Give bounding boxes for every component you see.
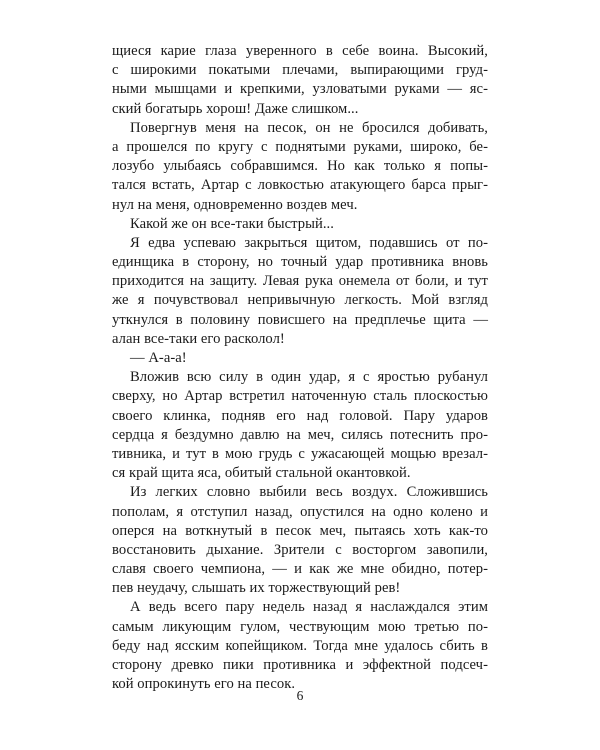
text-line: Какой же он все-таки быстрый... xyxy=(130,215,334,232)
page-number: 6 xyxy=(296,688,304,703)
text-line: Из легких словно выбили весь воздух. Сложившись xyxy=(130,484,488,501)
text-line: единщика в сторону, но точный удар противника вновь xyxy=(112,254,488,271)
text-line: сердца я бездумно давлю на меч, силясь потеснить про- xyxy=(112,426,488,443)
text-line: — А-а-а! xyxy=(130,350,187,366)
text-line: Повергнув меня на песок, он не бросился добивать, xyxy=(130,119,488,136)
text-line: ский богатырь хорош! Даже слишком... xyxy=(112,100,359,117)
text-line: кой опрокинуть его на песок. xyxy=(112,676,296,693)
text-line: оперся на воткнутый в песок меч, пытаясь хоть как-то xyxy=(112,522,488,539)
text-line: Вложив всю силу в один удар, я с яростью рубанул xyxy=(130,369,488,386)
text-line: ся край щита яса, обитый стальной окантовкой. xyxy=(112,465,411,482)
text-line: своего клинка, подняв его над головой. Пару ударов xyxy=(112,407,488,424)
text-line: тивника, и тут в мою грудь с ужасающей мощью врезал- xyxy=(112,445,488,462)
text-line: самым ликующим гулом, чествующим мою третью по- xyxy=(112,618,488,635)
text-line: а прошелся по кругу с поднятыми руками, широко, бе- xyxy=(112,138,488,155)
text-line: А ведь всего пару недель назад я наслаждался этим xyxy=(130,599,488,616)
text-line: сторону древко пики противника и эффектной подсеч- xyxy=(112,657,488,673)
text-line: же я почувствовал непривычную легкость. Мой взгляд xyxy=(112,292,488,309)
text-line: пополам, я отступил назад, опустился на одно колено и xyxy=(112,503,488,520)
text-line: ными мышцами и крепкими, узловатыми руками — яс- xyxy=(112,81,488,98)
text-line: нул на меня, одновременно воздев меч. xyxy=(112,196,358,213)
text-line: с широкими покатыми плечами, выпирающими груд- xyxy=(112,62,488,79)
text-line: уткнулся в половину повисшего на предплечье щита — xyxy=(112,311,488,328)
text-line: щиеся карие глаза уверенного в себе воина. Высокий, xyxy=(112,43,488,59)
text-line: тался встать, Артар с ловкостью атакующего барса прыг- xyxy=(112,177,488,194)
text-line: лозубо улыбаясь собравшимся. Но как только я попы- xyxy=(112,158,488,175)
text-line: восстановить дыхание. Зрители с восторгом завопили, xyxy=(112,541,488,558)
text-line: сверху, но Артар встретил наточенную сталь плоскостью xyxy=(112,388,488,405)
body-text xyxy=(112,42,488,694)
text-line: алан все-таки его расколол! xyxy=(112,330,285,347)
text-line: пев неудачу, слышать их торжествующий рев! xyxy=(112,580,401,597)
text-line: Я едва успеваю закрыться щитом, подавшись от по- xyxy=(130,234,488,251)
text-line: славя своего чемпиона, — и как же мне обидно, потер- xyxy=(112,561,488,578)
text-line: беду над ясским копейщиком. Тогда мне удалось сбить в xyxy=(112,637,488,654)
text-line: приходится на защиту. Левая рука онемела от боли, и тут xyxy=(112,273,488,290)
